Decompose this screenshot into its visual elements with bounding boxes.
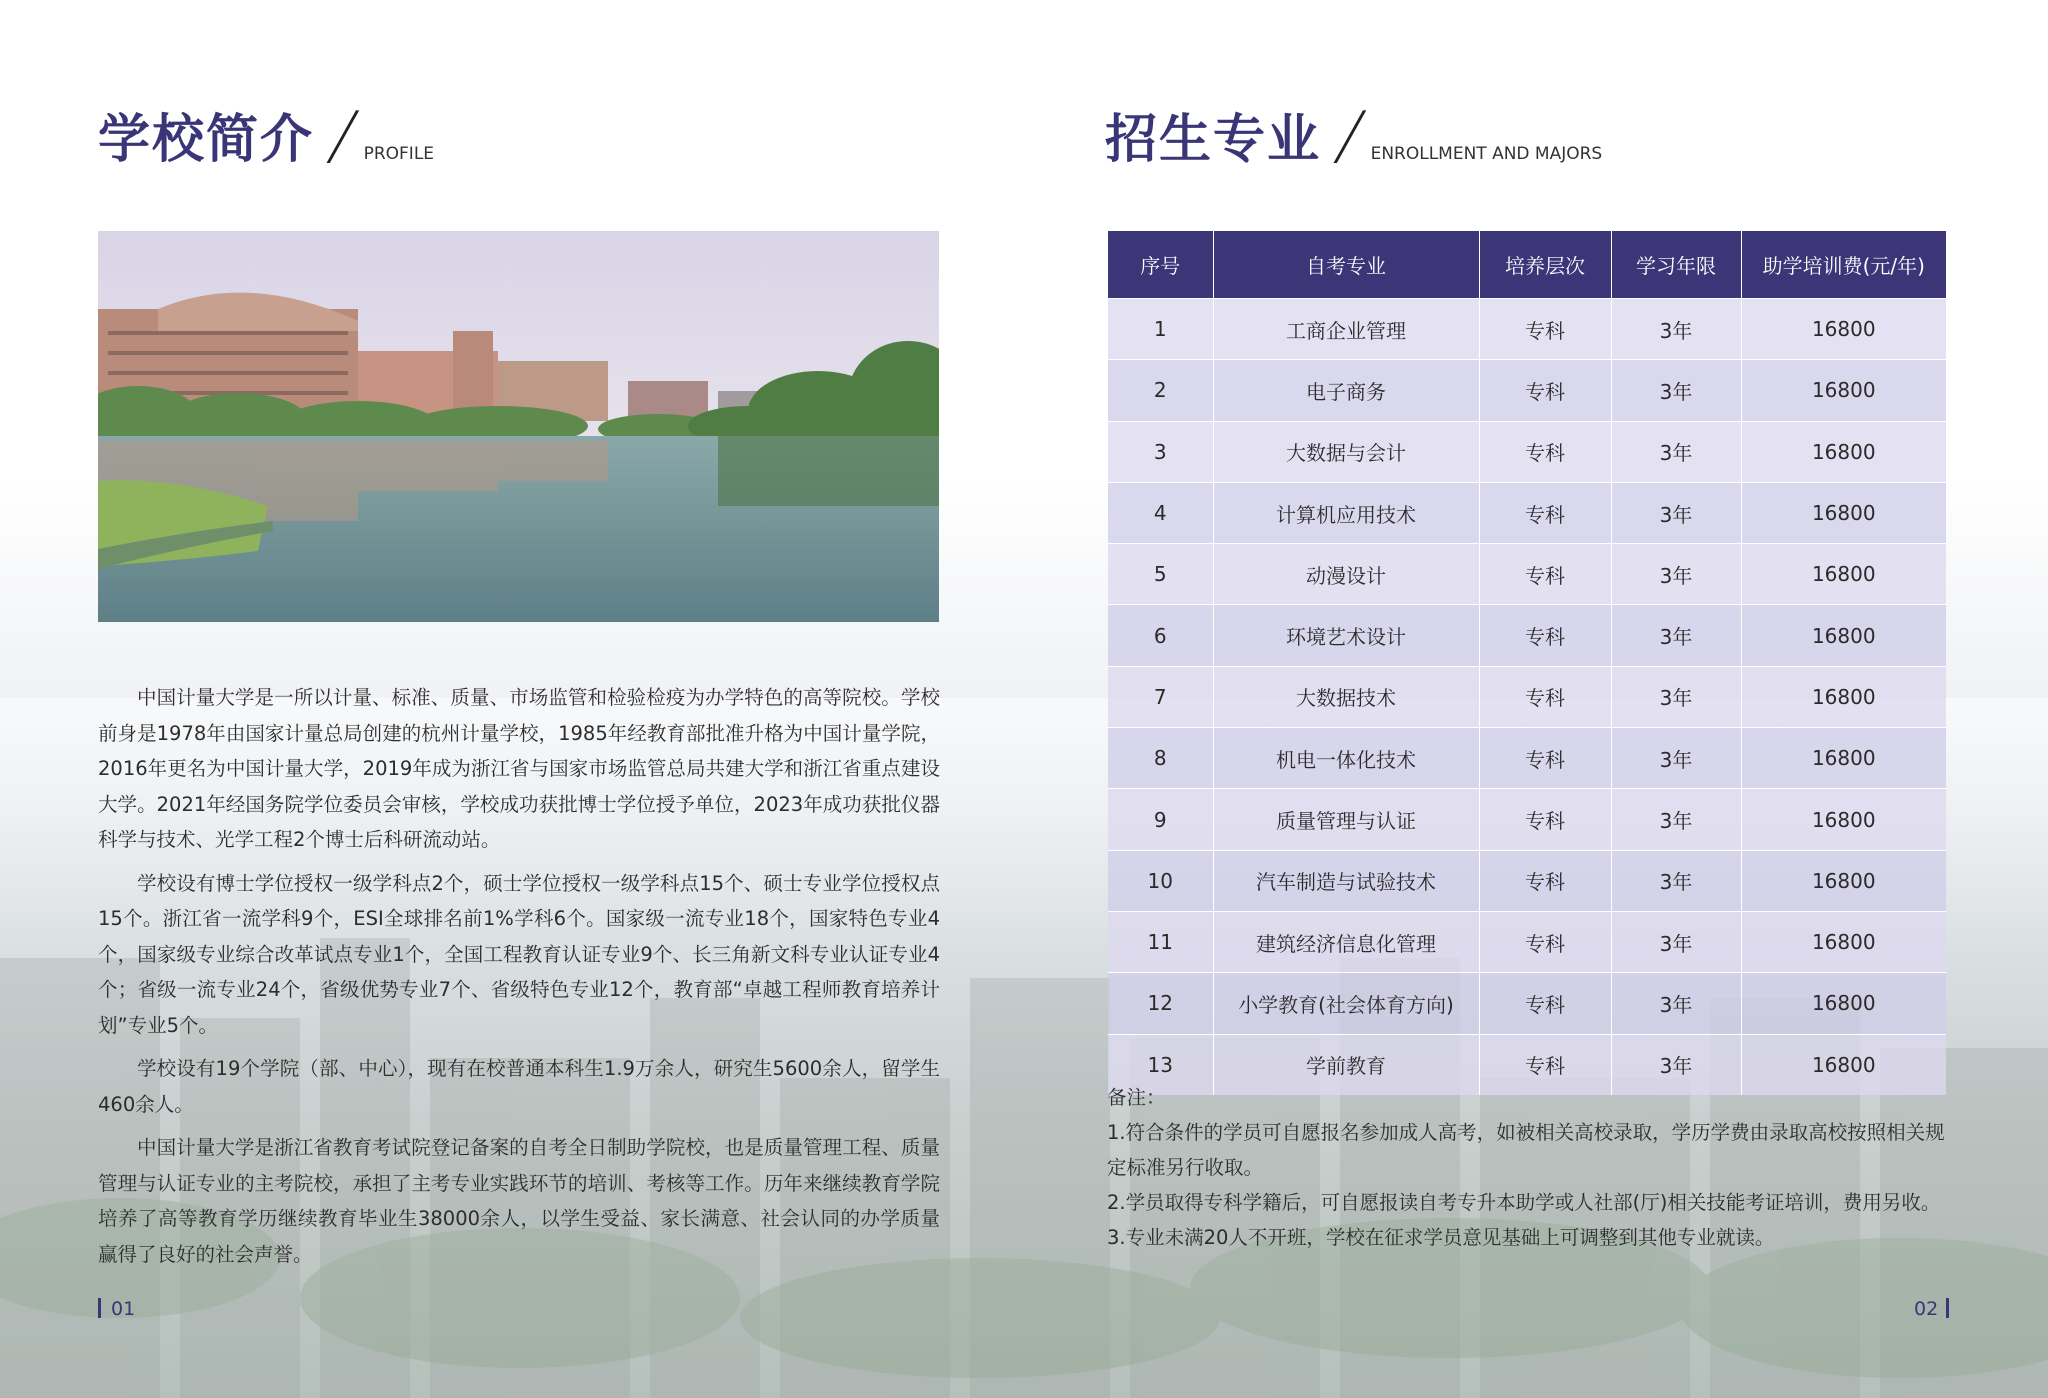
table-cell: 16800 bbox=[1741, 544, 1946, 605]
table-cell: 3年 bbox=[1611, 911, 1741, 972]
table-cell: 16800 bbox=[1741, 605, 1946, 666]
column-header: 学习年限 bbox=[1611, 231, 1741, 299]
page-number-text: 02 bbox=[1914, 1298, 1939, 1320]
table-cell: 6 bbox=[1108, 605, 1213, 666]
table-cell: 3年 bbox=[1611, 421, 1741, 482]
page-number-bar bbox=[98, 1298, 101, 1318]
column-header: 培养层次 bbox=[1479, 231, 1611, 299]
table-cell: 16800 bbox=[1741, 973, 1946, 1034]
profile-heading bbox=[98, 99, 435, 173]
profile-paragraph: 中国计量大学是浙江省教育考试院登记备案的自考全日制助学院校，也是质量管理工程、质量管理与认证专业的主考院校，承担了主考专业实践环节的培训、考核等工作。历年来继续教育学院培养了高等教育学历继续教育毕业生38000余人，以学生受益、家长满意、社会认同的办学质量赢得了良好的社会声誉。 bbox=[98, 1136, 940, 1266]
table-cell: 环境艺术设计 bbox=[1213, 605, 1479, 666]
table-cell: 小学教育(社会体育方向) bbox=[1213, 973, 1479, 1034]
majors-table bbox=[1108, 231, 1946, 1095]
table-cell: 7 bbox=[1108, 666, 1213, 727]
table-row bbox=[1108, 544, 1946, 605]
table-cell: 8 bbox=[1108, 728, 1213, 789]
table-cell: 专科 bbox=[1479, 605, 1611, 666]
table-cell: 学前教育 bbox=[1213, 1034, 1479, 1095]
table-cell: 3年 bbox=[1611, 299, 1741, 360]
table-cell: 16800 bbox=[1741, 911, 1946, 972]
table-cell: 专科 bbox=[1479, 360, 1611, 421]
table-row bbox=[1108, 973, 1946, 1034]
table-cell: 10 bbox=[1108, 850, 1213, 911]
profile-paragraph: 学校设有19个学院（部、中心），现有在校普通本科生1.9万余人，研究生5600余人，留学生460余人。 bbox=[98, 1057, 940, 1116]
table-cell: 大数据与会计 bbox=[1213, 421, 1479, 482]
table-cell: 专科 bbox=[1479, 299, 1611, 360]
school-profile-text bbox=[98, 680, 940, 1280]
table-cell: 16800 bbox=[1741, 789, 1946, 850]
table-cell: 汽车制造与试验技术 bbox=[1213, 850, 1479, 911]
table-cell: 3年 bbox=[1611, 973, 1741, 1034]
table-cell: 16800 bbox=[1741, 666, 1946, 727]
table-cell: 动漫设计 bbox=[1213, 544, 1479, 605]
table-row bbox=[1108, 728, 1946, 789]
table-row bbox=[1108, 605, 1946, 666]
table-cell: 4 bbox=[1108, 482, 1213, 543]
table-cell: 专科 bbox=[1479, 850, 1611, 911]
table-cell: 9 bbox=[1108, 789, 1213, 850]
profile-subtitle: PROFILE bbox=[363, 143, 435, 164]
table-cell: 16800 bbox=[1741, 482, 1946, 543]
table-row bbox=[1108, 789, 1946, 850]
table-cell: 3年 bbox=[1611, 789, 1741, 850]
profile-paragraph: 中国计量大学是一所以计量、标准、质量、市场监管和检验检疫为办学特色的高等院校。学校前身是1978年由国家计量总局创建的杭州计量学校，1985年经教育部批准升格为中国计量学院，2016年更名为中国计量大学，2019年成为浙江省与国家市场监管总局共建大学和浙江省重点建设大学。2021年经国务院学位委员会审核，学校成功获批博士学位授予单位，2023年成功获批仪器科学与技术、光学工程2个博士后科研流动站。 bbox=[98, 686, 940, 851]
table-cell: 专科 bbox=[1479, 911, 1611, 972]
table-cell: 12 bbox=[1108, 973, 1213, 1034]
table-cell: 3年 bbox=[1611, 544, 1741, 605]
table-cell: 16800 bbox=[1741, 360, 1946, 421]
column-header: 助学培训费(元/年) bbox=[1741, 231, 1946, 299]
table-row bbox=[1108, 299, 1946, 360]
table-cell: 16800 bbox=[1741, 728, 1946, 789]
table-row bbox=[1108, 421, 1946, 482]
profile-paragraph: 学校设有博士学位授权一级学科点2个，硕士学位授权一级学科点15个、硕士专业学位授权点15个。浙江省一流学科9个，ESI全球排名前1%学科6个。国家级一流专业18个，国家特色专业4个，国家级专业综合改革试点专业1个，全国工程教育认证专业9个、长三角新文科专业认证专业4个；省级一流专业24个，省级优势专业7个、省级特色专业12个，教育部“卓越工程师教育培养计划”专业5个。 bbox=[98, 871, 940, 1037]
column-header: 自考专业 bbox=[1213, 231, 1479, 299]
table-cell: 1 bbox=[1108, 299, 1213, 360]
page-number-bar bbox=[1946, 1298, 1949, 1318]
majors-title: 招生专业 bbox=[1105, 109, 1322, 170]
heading-slash-divider: / bbox=[322, 99, 364, 173]
notes-title: 备注： bbox=[1107, 1086, 1166, 1109]
table-cell: 16800 bbox=[1741, 299, 1946, 360]
table-cell: 机电一体化技术 bbox=[1213, 728, 1479, 789]
table-cell: 3年 bbox=[1611, 666, 1741, 727]
table-cell: 大数据技术 bbox=[1213, 666, 1479, 727]
enrollment-notes bbox=[1107, 1080, 1957, 1255]
table-cell: 专科 bbox=[1479, 421, 1611, 482]
table-row bbox=[1108, 911, 1946, 972]
page-number-left bbox=[98, 1298, 135, 1320]
table-header-row bbox=[1108, 231, 1946, 299]
table-cell: 2 bbox=[1108, 360, 1213, 421]
table-row bbox=[1108, 482, 1946, 543]
table-cell: 13 bbox=[1108, 1034, 1213, 1095]
table-cell: 11 bbox=[1108, 911, 1213, 972]
table-cell: 16800 bbox=[1741, 850, 1946, 911]
table-cell: 电子商务 bbox=[1213, 360, 1479, 421]
table-row bbox=[1108, 666, 1946, 727]
heading-slash-divider: / bbox=[1329, 99, 1371, 173]
table-cell: 3年 bbox=[1611, 1034, 1741, 1095]
page-number-right bbox=[1914, 1298, 1949, 1320]
table-cell: 3年 bbox=[1611, 728, 1741, 789]
table-cell: 质量管理与认证 bbox=[1213, 789, 1479, 850]
table-row bbox=[1108, 360, 1946, 421]
table-cell: 专科 bbox=[1479, 544, 1611, 605]
table-cell: 专科 bbox=[1479, 666, 1611, 727]
table-cell: 3年 bbox=[1611, 360, 1741, 421]
table-cell: 建筑经济信息化管理 bbox=[1213, 911, 1479, 972]
table-cell: 3年 bbox=[1611, 482, 1741, 543]
table-cell: 16800 bbox=[1741, 421, 1946, 482]
table-cell: 3年 bbox=[1611, 850, 1741, 911]
table-cell: 专科 bbox=[1479, 973, 1611, 1034]
page-number-text: 01 bbox=[111, 1298, 136, 1320]
table-cell: 5 bbox=[1108, 544, 1213, 605]
column-header: 序号 bbox=[1108, 231, 1213, 299]
table-cell: 3 bbox=[1108, 421, 1213, 482]
table-cell: 专科 bbox=[1479, 728, 1611, 789]
majors-heading bbox=[1105, 99, 1603, 173]
table-cell: 专科 bbox=[1479, 482, 1611, 543]
profile-title: 学校简介 bbox=[98, 109, 315, 170]
table-cell: 工商企业管理 bbox=[1213, 299, 1479, 360]
table-cell: 计算机应用技术 bbox=[1213, 482, 1479, 543]
table-cell: 16800 bbox=[1741, 1034, 1946, 1095]
table-cell: 3年 bbox=[1611, 605, 1741, 666]
table-cell: 专科 bbox=[1479, 1034, 1611, 1095]
note-item: 1.符合条件的学员可自愿报名参加成人高考，如被相关高校录取，学历学费由录取高校按照相关规定标准另行收取。 bbox=[1107, 1121, 1945, 1179]
note-item: 2.学员取得专科学籍后，可自愿报读自考专升本助学或人社部(厅)相关技能考证培训，费用另收。 bbox=[1107, 1191, 1941, 1214]
table-cell: 专科 bbox=[1479, 789, 1611, 850]
table-row bbox=[1108, 850, 1946, 911]
majors-subtitle: ENROLLMENT AND MAJORS bbox=[1370, 143, 1603, 164]
campus-lake-photo bbox=[98, 231, 939, 622]
note-item: 3.专业未满20人不开班，学校在征求学员意见基础上可调整到其他专业就读。 bbox=[1107, 1226, 1775, 1249]
